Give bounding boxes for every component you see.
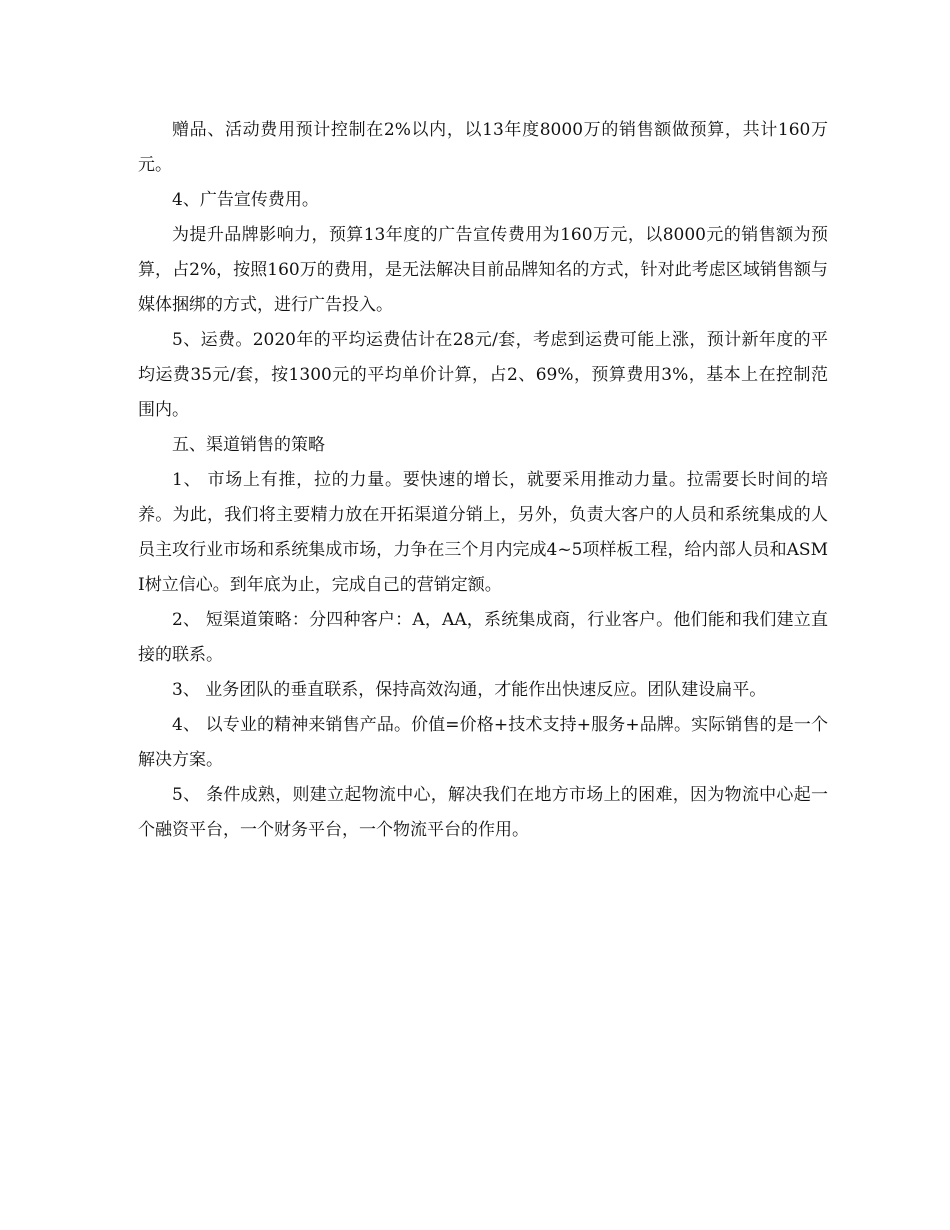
heading-channel-strategy: 五、渠道销售的策略 xyxy=(172,435,325,455)
paragraph-strategy-2: 2、 短渠道策略：分四种客户：A，AA，系统集成商，行业客户。他们能和我们建立直接的联系。 xyxy=(138,610,828,665)
paragraph-gift-budget: 赠品、活动费用预计控制在2%以内，以13年度8000万的销售额做预算，共计160万元。 xyxy=(138,120,828,175)
paragraph-strategy-5: 5、 条件成熟，则建立起物流中心，解决我们在地方市场上的困难，因为物流中心起一个融资平台，一个财务平台，一个物流平台的作用。 xyxy=(138,785,828,840)
paragraph-strategy-4: 4、 以专业的精神来销售产品。价值=价格+技术支持+服务+品牌。实际销售的是一个解决方案。 xyxy=(138,715,828,770)
paragraph-strategy-3: 3、 业务团队的垂直联系，保持高效沟通，才能作出快速反应。团队建设扁平。 xyxy=(172,680,767,700)
paragraph-freight-cost: 5、运费。2020年的平均运费估计在28元/套，考虑到运费可能上涨，预计新年度的平均运费35元/套，按1300元的平均单价计算，占2、69%，预算费用3%，基本上在控制范围内。 xyxy=(138,330,828,420)
paragraph-strategy-1: 1、 市场上有推，拉的力量。要快速的增长，就要采用推动力量。拉需要长时间的培养。为此，我们将主要精力放在开拓渠道分销上，另外，负责大客户的人员和系统集成的人员主攻行业市场和系统集成市场，力争在三个月内完成4~5项样板工程，给内部人员和ASMI树立信心。到年底为止，完成自己的营销定额。 xyxy=(138,470,828,595)
document-page xyxy=(138,113,828,848)
paragraph-advertising-budget: 为提升品牌影响力，预算13年度的广告宣传费用为160万元，以8000元的销售额为预算，占2%，按照160万的费用，是无法解决目前品牌知名的方式，针对此考虑区域销售额与媒体捆绑的方式，进行广告投入。 xyxy=(138,225,828,315)
heading-advertising-cost: 4、广告宣传费用。 xyxy=(172,190,319,210)
